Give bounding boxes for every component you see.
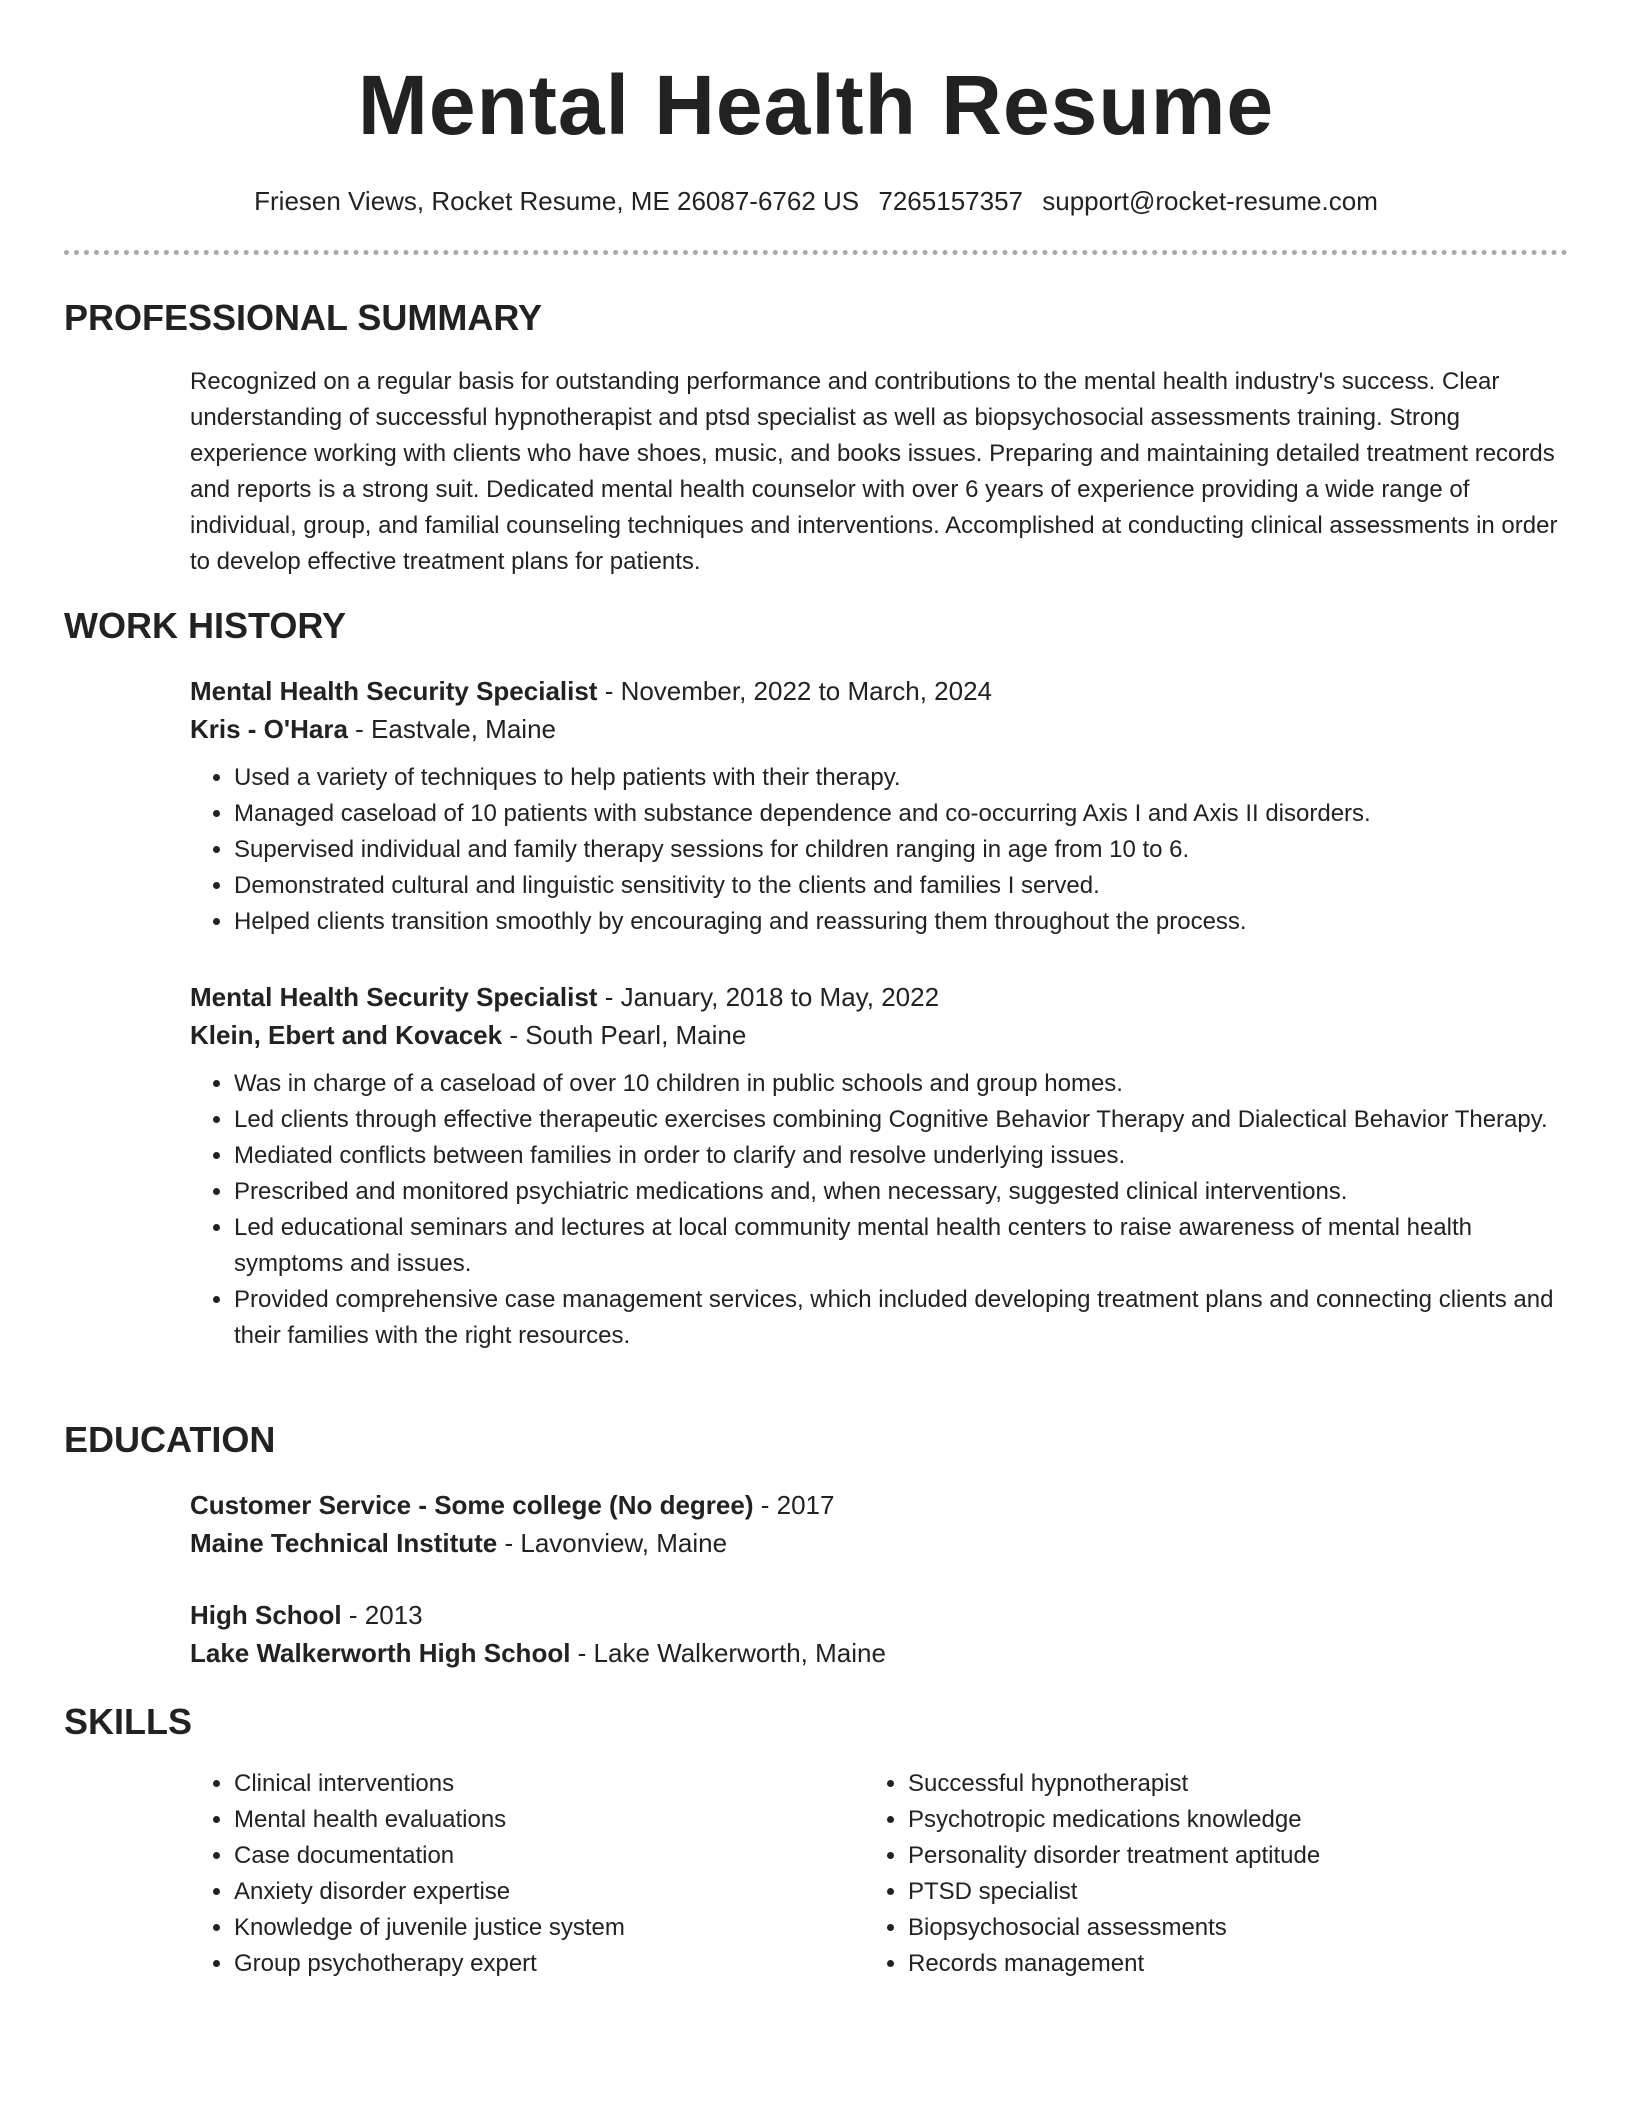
job-company-line: [190, 1016, 1568, 1054]
skills-column-right: [864, 1766, 1524, 1982]
skills-list: [864, 1766, 1524, 1982]
summary-text: Recognized on a regular basis for outstanding performance and contributions to the mental health industry's success. Clear understanding of successful hypnotherapist and ptsd specialist as well as biopsychosocial assessments training. Strong experience working with clients who have shoes, music, and books issues. Preparing and maintaining detailed treatment records and reports is a strong suit. Dedicated mental health counselor with over 6 years of experience providing a wide range of individual, group, and familial counseling techniques and interventions. Accomplished at conducting clinical assessments in order to develop effective treatment plans for patients.: [190, 368, 1558, 575]
job-dates: - November, 2022 to March, 2024: [597, 676, 993, 706]
skill-item: • Knowledge of juvenile justice system: [234, 1910, 850, 1946]
summary-block: [190, 364, 1568, 580]
education-school-line: [190, 1524, 1568, 1562]
education-school: Maine Technical Institute: [190, 1528, 498, 1558]
job-company-line: [190, 710, 1568, 748]
list-item: • Helped clients transition smoothly by encouraging and reassuring them throughout the process.: [234, 904, 1568, 940]
education-location: - Lavonview, Maine: [497, 1528, 728, 1558]
skill-item: • Biopsychosocial assessments: [908, 1910, 1524, 1946]
list-item: • Prescribed and monitored psychiatric medications and, when necessary, suggested clinical interventions.: [234, 1174, 1568, 1210]
contact-line: [0, 184, 1632, 218]
list-item: • Led clients through effective therapeutic exercises combining Cognitive Behavior Therapy and Dialectical Behavior Therapy.: [234, 1102, 1568, 1138]
education-year: - 2017: [753, 1490, 835, 1520]
contact-address: Friesen Views, Rocket Resume, ME 26087-6762 US: [254, 186, 860, 216]
education-entry: [190, 1486, 1568, 1562]
resume-title: Mental Health Resume: [357, 58, 1275, 152]
skill-item: • Clinical interventions: [234, 1766, 850, 1802]
education-degree-line: [190, 1486, 1568, 1524]
skill-item: • Successful hypnotherapist: [908, 1766, 1524, 1802]
education-school: Lake Walkerworth High School: [190, 1638, 571, 1668]
list-item: • Mediated conflicts between families in order to clarify and resolve underlying issues.: [234, 1138, 1568, 1174]
job-location: - South Pearl, Maine: [502, 1020, 747, 1050]
education-location: - Lake Walkerworth, Maine: [570, 1638, 886, 1668]
job-role: Mental Health Security Specialist: [190, 676, 598, 706]
list-item: • Led educational seminars and lectures at local community mental health centers to raise awareness of mental health symptoms and issues.: [234, 1210, 1568, 1282]
skills-column-left: [190, 1766, 850, 1982]
job-company: Kris - O'Hara: [190, 714, 348, 744]
job-bullets: [190, 760, 1568, 940]
education-entry: [190, 1596, 1568, 1672]
resume-header: [0, 50, 1632, 218]
skill-item: • Group psychotherapy expert: [234, 1946, 850, 1982]
list-item: • Provided comprehensive case management services, which included developing treatment plans and connecting clients and their families with the right resources.: [234, 1282, 1568, 1354]
job-entry: [190, 672, 1568, 940]
job-entry: [190, 978, 1568, 1354]
job-title-line: [190, 978, 1568, 1016]
header-divider: [64, 250, 1568, 255]
section-title-education: EDUCATION: [64, 1419, 276, 1460]
education-degree: Customer Service - Some college (No degree): [190, 1490, 754, 1520]
section-title-summary: PROFESSIONAL SUMMARY: [64, 297, 543, 338]
skill-item: • Psychotropic medications knowledge: [908, 1802, 1524, 1838]
list-item: • Used a variety of techniques to help patients with their therapy.: [234, 760, 1568, 796]
list-item: • Managed caseload of 10 patients with substance dependence and co-occurring Axis I and Axis II disorders.: [234, 796, 1568, 832]
skill-item: • Anxiety disorder expertise: [234, 1874, 850, 1910]
skill-item: • Records management: [908, 1946, 1524, 1982]
skill-item: • PTSD specialist: [908, 1874, 1524, 1910]
skill-item: • Case documentation: [234, 1838, 850, 1874]
education-school-line: [190, 1634, 1568, 1672]
job-bullets: [190, 1066, 1568, 1354]
job-role: Mental Health Security Specialist: [190, 982, 598, 1012]
education-year: - 2013: [341, 1600, 423, 1630]
job-company: Klein, Ebert and Kovacek: [190, 1020, 503, 1050]
education-degree: High School: [190, 1600, 342, 1630]
skill-item: • Personality disorder treatment aptitude: [908, 1838, 1524, 1874]
job-dates: - January, 2018 to May, 2022: [597, 982, 940, 1012]
education-degree-line: [190, 1596, 1568, 1634]
skills-list: [190, 1766, 850, 1982]
section-title-work: WORK HISTORY: [64, 605, 347, 646]
job-location: - Eastvale, Maine: [347, 714, 556, 744]
list-item: • Was in charge of a caseload of over 10 children in public schools and group homes.: [234, 1066, 1568, 1102]
list-item: • Demonstrated cultural and linguistic sensitivity to the clients and families I served.: [234, 868, 1568, 904]
section-title-skills: SKILLS: [64, 1701, 193, 1742]
job-title-line: [190, 672, 1568, 710]
skill-item: • Mental health evaluations: [234, 1802, 850, 1838]
list-item: • Supervised individual and family therapy sessions for children ranging in age from 10 to 6.: [234, 832, 1568, 868]
contact-email: support@rocket-resume.com: [1042, 186, 1378, 216]
contact-phone: 7265157357: [878, 186, 1023, 216]
